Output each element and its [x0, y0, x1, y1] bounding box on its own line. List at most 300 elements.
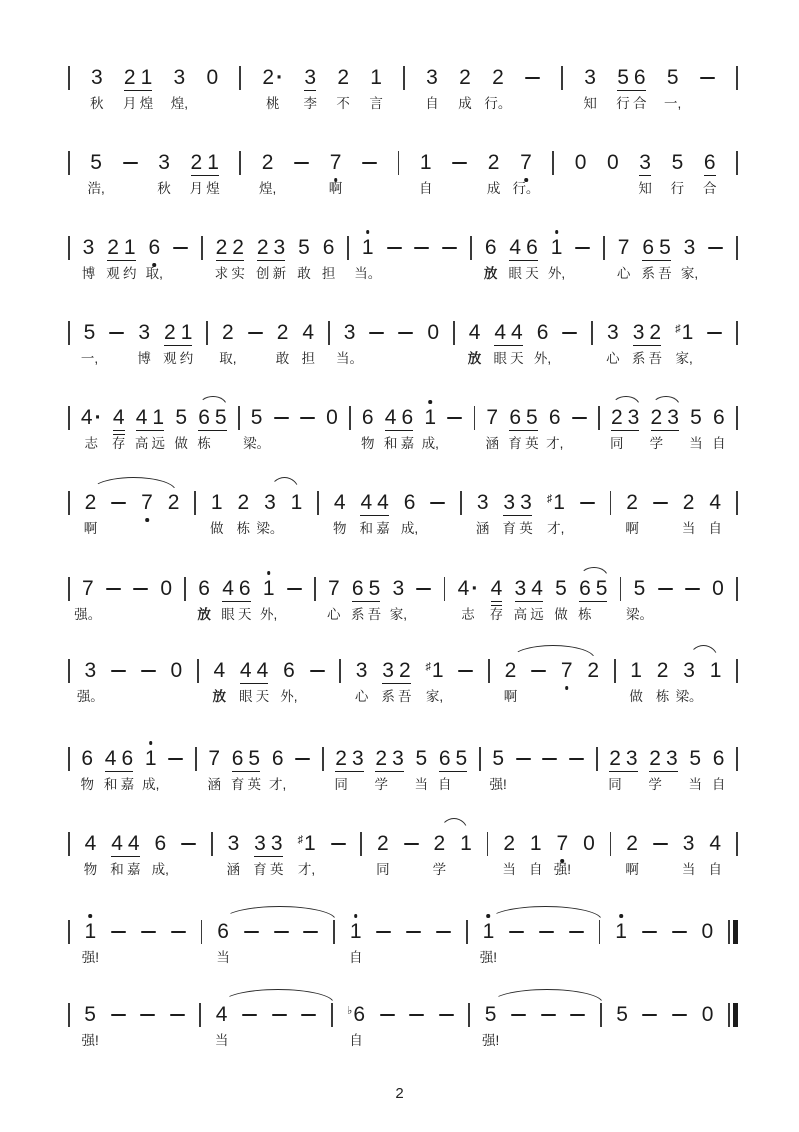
- note-number: 5: [492, 747, 504, 770]
- note-number: 2: [587, 659, 600, 682]
- sharp-sign: ♯: [425, 661, 431, 673]
- lyric: 嘉: [120, 777, 135, 792]
- note-number: 3: [514, 577, 527, 600]
- note: [681, 832, 696, 877]
- note-number: 7: [327, 577, 340, 600]
- note-number: 5: [690, 406, 702, 429]
- lyric: 家,: [675, 351, 693, 366]
- barline-stroke: [620, 577, 622, 601]
- music-system: [68, 1003, 738, 1061]
- lyric: 栋: [197, 436, 211, 451]
- slur: [223, 906, 336, 920]
- barline-stroke: [561, 66, 563, 90]
- note-number: 2: [232, 236, 244, 259]
- lyric: 秋: [157, 181, 171, 196]
- duration-dash: [244, 920, 259, 944]
- note-number: 6: [198, 406, 210, 429]
- duration-dash: [331, 832, 346, 856]
- note-number: 4: [377, 491, 389, 514]
- lyric: 约: [122, 266, 137, 281]
- duration-dash: [541, 1003, 556, 1027]
- duration-dash: [700, 66, 715, 90]
- lyric: 远: [151, 436, 165, 451]
- lyric: 梁。: [243, 436, 271, 451]
- barline-stroke: [614, 659, 616, 683]
- note: [631, 321, 662, 366]
- lyric: 煌,: [170, 96, 189, 111]
- note: [262, 66, 284, 111]
- lyric: 秋: [90, 96, 104, 111]
- lyric: 系: [631, 351, 646, 366]
- duration-dash: [642, 920, 657, 944]
- note: [360, 406, 375, 451]
- note-number: 1: [424, 406, 437, 429]
- lyric: 心: [616, 266, 631, 281]
- barline: [488, 659, 490, 683]
- lyric: 合: [702, 181, 717, 196]
- note: [641, 236, 672, 281]
- note-number: 5: [555, 577, 567, 600]
- note-number: 4: [494, 321, 507, 344]
- barline: [610, 832, 612, 856]
- note-number: 7: [617, 236, 630, 259]
- duration-dash: [653, 832, 668, 856]
- barline-stroke: [479, 747, 481, 771]
- note-number: 6: [154, 832, 167, 855]
- lyric: 志: [84, 436, 98, 451]
- barline-stroke: [466, 920, 468, 944]
- note: [485, 406, 499, 451]
- lyric: 物: [332, 521, 347, 536]
- note-number: 7: [208, 747, 221, 770]
- music-system: [68, 920, 738, 978]
- barline: [736, 491, 738, 515]
- note: [163, 321, 194, 366]
- lyric: 合: [632, 96, 647, 111]
- duration-dash: [300, 406, 315, 430]
- note: [260, 577, 278, 622]
- note-number: 2: [626, 832, 638, 855]
- note-number: 2: [215, 236, 228, 259]
- barline-stroke: [333, 920, 335, 944]
- lyric: 天: [237, 607, 252, 622]
- barline: [610, 491, 612, 515]
- duration-dash: [436, 920, 451, 944]
- duration-dash: [133, 577, 148, 601]
- barline: [736, 577, 738, 601]
- note-number: 2: [459, 66, 471, 89]
- note: [381, 659, 412, 704]
- note: [168, 491, 180, 515]
- barline-stroke: [347, 236, 349, 260]
- note-number: 6: [322, 236, 335, 259]
- lyric: 行。: [484, 96, 512, 111]
- lyric: 远: [530, 607, 544, 622]
- note-number: 4: [384, 406, 397, 429]
- barline-stroke: [596, 747, 598, 771]
- barline-stroke: [328, 321, 330, 345]
- lyric: 当: [414, 777, 429, 792]
- note: [321, 236, 336, 281]
- duration-dash: [642, 1003, 657, 1027]
- duration-dash: [575, 236, 590, 260]
- slur: [91, 477, 176, 491]
- lyric: 物: [360, 436, 375, 451]
- barline: [487, 832, 489, 856]
- note-number: 5: [415, 747, 428, 770]
- barline: [322, 747, 324, 771]
- lyric: 实: [231, 266, 245, 281]
- note-number: 3: [90, 66, 103, 89]
- note: [374, 747, 404, 792]
- barline-stroke: [398, 151, 400, 175]
- lyric: 求: [214, 266, 229, 281]
- lyric: 当: [216, 950, 230, 965]
- lyric: 吾: [367, 607, 382, 622]
- barline-stroke: [68, 747, 70, 771]
- note-number: 7: [141, 491, 153, 514]
- note-number: 2: [222, 321, 234, 344]
- lyric: 眼: [221, 607, 235, 622]
- augmentation-dot: ·: [94, 406, 102, 429]
- note: [359, 491, 390, 536]
- note: [76, 659, 104, 704]
- duration-dash: [409, 1003, 424, 1027]
- lyric: 存: [489, 607, 504, 622]
- lyric: 家,: [680, 266, 699, 281]
- lyric: 同: [376, 862, 390, 877]
- note: [625, 491, 639, 536]
- rest-note: [427, 321, 439, 345]
- note: [608, 747, 638, 792]
- note-number: 1: [144, 747, 157, 770]
- note: [334, 747, 364, 792]
- note: [103, 747, 135, 792]
- note-number: 2: [650, 406, 663, 429]
- note-number: 3: [227, 832, 240, 855]
- duration-dash: [414, 236, 429, 260]
- barline: [68, 236, 70, 260]
- duration-dash: [362, 151, 377, 175]
- lyric: 啊: [328, 181, 343, 196]
- lyric: 育: [253, 862, 267, 877]
- note-number: 1: [207, 151, 219, 174]
- note-number: 5: [214, 406, 227, 429]
- note: [547, 236, 566, 281]
- note-number: 1: [615, 920, 627, 943]
- lyric: 强!: [479, 950, 498, 965]
- note: [297, 832, 316, 877]
- note-number: 2: [656, 659, 669, 682]
- note-number: 5: [595, 577, 608, 600]
- lyric: 一,: [80, 351, 99, 366]
- note-number: 6: [548, 406, 561, 429]
- note: [134, 406, 165, 451]
- note-number: 3: [625, 747, 638, 770]
- lyric: 担: [301, 351, 315, 366]
- barline-stroke: [610, 832, 612, 856]
- barline-stroke: [736, 747, 738, 771]
- note-number: 7: [329, 151, 342, 174]
- lyric: 观: [106, 266, 120, 281]
- barline: [328, 321, 330, 345]
- note-number: 4: [135, 406, 148, 429]
- note-number: 6: [703, 151, 716, 174]
- lyric: 涵: [226, 862, 241, 877]
- note-number: 5: [616, 1003, 628, 1026]
- barline: [333, 920, 335, 944]
- note: [214, 236, 245, 281]
- note: [383, 406, 415, 451]
- lyric: 煌,: [258, 181, 277, 196]
- barline-stroke: [206, 321, 208, 345]
- note: [655, 659, 670, 704]
- note-number: 4: [457, 577, 470, 600]
- octave-dot-above: [267, 571, 271, 575]
- duration-dash: [672, 1003, 687, 1027]
- lyric: 吾: [658, 266, 672, 281]
- rest-note: [207, 66, 219, 90]
- duration-dash: [562, 321, 577, 345]
- duration-dash: [672, 920, 687, 944]
- note: [87, 151, 105, 196]
- lyric: 啊: [83, 521, 98, 536]
- note-number: 6: [633, 66, 646, 89]
- barline-stroke: [598, 406, 600, 430]
- note: [209, 491, 224, 536]
- note-number: 3: [273, 236, 286, 259]
- note-number: 5: [368, 577, 381, 600]
- note-number: 3: [682, 832, 695, 855]
- note-number: 0: [606, 151, 619, 174]
- note-number: 1: [361, 236, 374, 259]
- note: [74, 577, 102, 622]
- barline-stroke: [444, 577, 446, 601]
- duration-dash: [525, 66, 540, 90]
- note-number: 1: [630, 659, 642, 682]
- lyric: 言: [369, 96, 383, 111]
- music-system: [68, 747, 738, 805]
- slur: [222, 989, 334, 1003]
- note: [649, 406, 679, 451]
- lyric: 栋: [655, 689, 670, 704]
- note: [170, 66, 189, 111]
- duration-dash: [569, 920, 584, 944]
- slur: [612, 396, 640, 406]
- barline-stroke: [360, 832, 362, 856]
- note-number: 3: [264, 491, 276, 514]
- barline: [360, 832, 362, 856]
- slur: [652, 396, 680, 406]
- lyric: 强!: [489, 777, 507, 792]
- note-number: 3: [270, 832, 283, 855]
- note-number: 4: [333, 491, 346, 514]
- note: [216, 920, 230, 965]
- rest-note: [171, 659, 183, 683]
- lyric: 同: [334, 777, 348, 792]
- note: [708, 832, 722, 877]
- barline-stroke: [736, 321, 738, 345]
- lyric: 成: [486, 181, 501, 196]
- duration-dash: [274, 406, 289, 430]
- note-number: 3: [254, 832, 266, 855]
- duration-dash: [181, 832, 196, 856]
- lyric: 和: [103, 777, 118, 792]
- barline: [736, 747, 738, 771]
- lyric: 高: [513, 607, 528, 622]
- barline: [736, 406, 738, 430]
- duration-dash: [380, 1003, 395, 1027]
- note: [141, 491, 153, 515]
- barline-stroke: [194, 491, 196, 515]
- lyric: 眼: [493, 351, 507, 366]
- barline: [68, 151, 70, 175]
- barline: [331, 1003, 333, 1027]
- duration-dash: [708, 236, 723, 260]
- barline: [199, 1003, 201, 1027]
- barline: [238, 406, 240, 430]
- lyric: 嘉: [126, 862, 141, 877]
- note-number: 3: [665, 747, 678, 770]
- lyric: 取,: [145, 266, 163, 281]
- note: [460, 832, 472, 856]
- duration-dash: [447, 406, 462, 430]
- duration-dash: [387, 236, 402, 260]
- note: [197, 406, 227, 451]
- duration-dash: [458, 659, 473, 683]
- duration-dash: [106, 577, 121, 601]
- note-number: 4: [490, 577, 503, 600]
- lyric: 博: [81, 266, 96, 281]
- lyric: 和: [359, 521, 374, 536]
- note-number: 5: [689, 747, 702, 770]
- lyric: 取,: [219, 351, 237, 366]
- note-number: 4: [112, 406, 125, 429]
- lyric: 才,: [297, 862, 316, 877]
- note-number: 6: [238, 577, 251, 600]
- lyric: 自: [529, 862, 543, 877]
- barline-stroke: [68, 321, 70, 345]
- note-number: 6: [271, 747, 284, 770]
- note: [219, 321, 237, 366]
- note-number: 4: [84, 832, 97, 855]
- lyric: 自: [712, 436, 726, 451]
- lyric: 浩,: [87, 181, 105, 196]
- barline-stroke: [488, 659, 490, 683]
- note: [414, 747, 429, 792]
- note-number: 3: [382, 659, 394, 682]
- music-system: [68, 832, 738, 890]
- barline-stroke: [68, 832, 70, 856]
- note-number: 6: [526, 236, 538, 259]
- music-system: [68, 577, 738, 635]
- note-number: 3: [632, 321, 645, 344]
- note-number: 7: [520, 151, 532, 174]
- note-number: 2: [164, 321, 176, 344]
- duration-dash: [653, 491, 668, 515]
- lyric: 成,: [421, 436, 439, 451]
- note: [207, 747, 221, 792]
- slur: [689, 645, 718, 659]
- slur: [199, 396, 227, 406]
- duration-dash: [242, 1003, 257, 1027]
- lyric: 学: [432, 862, 447, 877]
- music-system: [68, 66, 738, 124]
- note: [336, 66, 350, 111]
- music-system: [68, 491, 738, 549]
- lyric: 嘉: [376, 521, 390, 536]
- barline: [468, 1003, 470, 1027]
- barline: [201, 920, 203, 944]
- note: [123, 66, 154, 111]
- note-number: 7: [81, 577, 94, 600]
- lyric: 心: [606, 351, 620, 366]
- lyric: 当: [502, 862, 516, 877]
- note: [437, 747, 468, 792]
- duration-dash: [111, 491, 126, 515]
- note-number: 2: [335, 747, 347, 770]
- note-number: 4: [80, 406, 93, 429]
- duration-dash: [123, 151, 138, 175]
- note: [615, 920, 627, 944]
- note-number: 1: [123, 236, 136, 259]
- lyric: 知: [638, 181, 652, 196]
- barline-stroke: [195, 747, 197, 771]
- lyric: 自: [349, 1033, 363, 1048]
- note: [400, 491, 419, 536]
- note-number: 3: [343, 321, 356, 344]
- barline-stroke: [460, 491, 462, 515]
- lyric: 啊: [503, 689, 518, 704]
- lyric: 自: [708, 521, 722, 536]
- duration-dash: [111, 920, 126, 944]
- note-number: 3: [426, 66, 438, 89]
- note: [512, 151, 540, 196]
- duration-dash: [430, 491, 445, 515]
- note: [457, 577, 479, 622]
- note: [629, 659, 643, 704]
- note: [675, 321, 694, 366]
- lyric: 当: [681, 521, 696, 536]
- lyric: 强!: [81, 1033, 99, 1048]
- note-number: 1: [709, 659, 722, 682]
- lyric: 系: [381, 689, 395, 704]
- note: [83, 491, 98, 536]
- note-number: 2: [276, 321, 289, 344]
- note-number: 5: [659, 236, 671, 259]
- duration-dash: [295, 747, 310, 771]
- note-number: 2: [84, 491, 97, 514]
- note: [561, 659, 573, 683]
- lyric: 成,: [400, 521, 419, 536]
- barline: [561, 66, 563, 90]
- note-number: 6: [198, 577, 210, 600]
- note-number: 4: [256, 659, 269, 682]
- note-number: 2: [503, 832, 515, 855]
- lyric: 吾: [398, 689, 412, 704]
- barline: [68, 406, 70, 430]
- note: [174, 406, 188, 451]
- lyric: 担: [321, 266, 336, 281]
- lyric: 敢: [297, 266, 311, 281]
- lyric: 才,: [546, 436, 564, 451]
- barline-stroke: [552, 151, 554, 175]
- note-number: 1: [431, 659, 444, 682]
- note-number: 2: [398, 659, 411, 682]
- note-number: 6: [484, 236, 497, 259]
- lyric: 强!: [481, 1033, 500, 1048]
- note-number: 3: [520, 491, 532, 514]
